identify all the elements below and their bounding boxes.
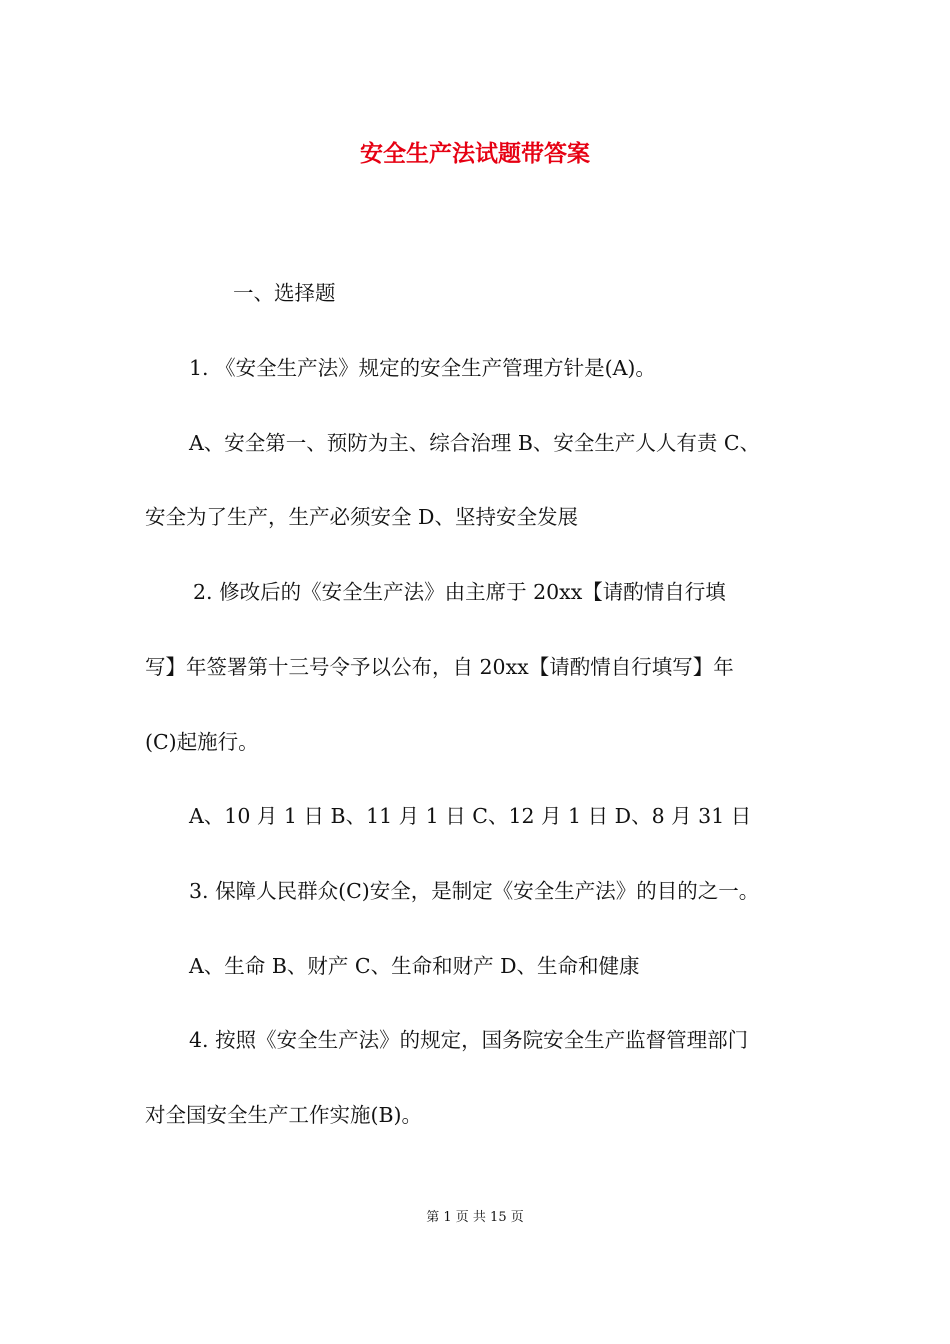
- question-3-options: A、生命 B、财产 C、生命和财产 D、生命和健康: [189, 954, 640, 978]
- question-4-line-1: 4. 按照《安全生产法》的规定，国务院安全生产监督管理部门: [189, 1028, 749, 1052]
- question-1-options-line-1: A、安全第一、预防为主、综合治理 B、安全生产人人有责 C、: [189, 431, 761, 455]
- document-title: 安全生产法试题带答案: [360, 140, 590, 167]
- question-1: 1. 《安全生产法》规定的安全生产管理方针是(A)。: [189, 356, 656, 380]
- question-2-line-2: 写】年签署第十三号令予以公布，自 20xx【请酌情自行填写】年: [145, 655, 734, 679]
- question-2-line-3: (C)起施行。: [145, 730, 259, 754]
- question-1-options-line-2: 安全为了生产，生产必须安全 D、坚持安全发展: [145, 505, 578, 529]
- question-4-line-2: 对全国安全生产工作实施(B)。: [145, 1103, 423, 1127]
- question-2-options: A、10 月 1 日 B、11 月 1 日 C、12 月 1 日 D、8 月 31 日: [189, 804, 752, 828]
- page-footer: 第 1 页 共 15 页: [426, 1210, 524, 1225]
- question-3: 3. 保障人民群众(C)安全，是制定《安全生产法》的目的之一。: [189, 879, 760, 903]
- section-heading: 一、选择题: [233, 281, 336, 305]
- question-2-line-1: 2. 修改后的《安全生产法》由主席于 20xx【请酌情自行填: [193, 580, 726, 604]
